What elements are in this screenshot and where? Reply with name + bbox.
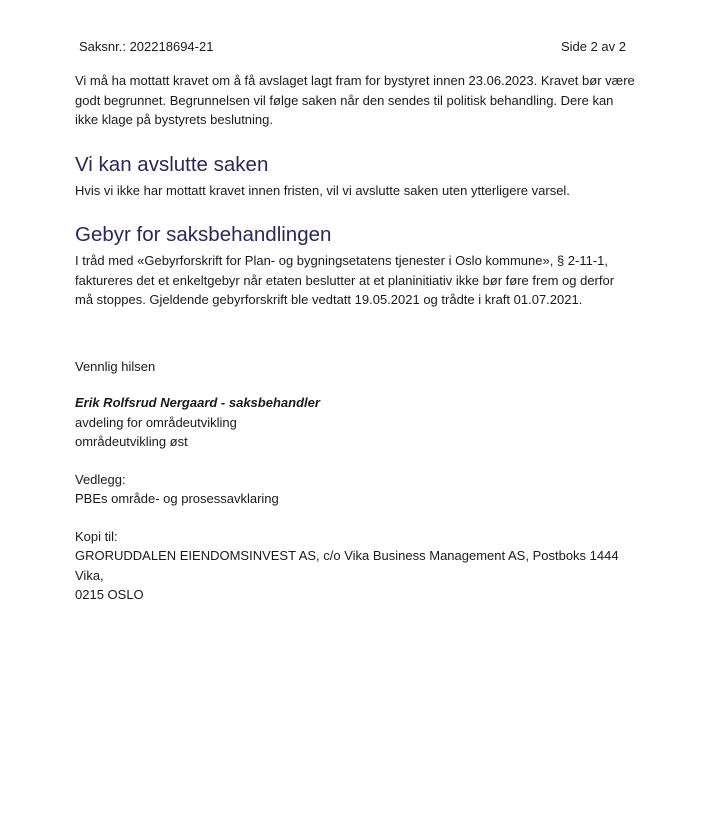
attachment-item: PBEs område- og prosessavklaring [75,491,279,506]
attachments-label: Vedlegg: [75,471,126,487]
signer-department: avdeling for områdeutvikling [75,414,237,430]
section-heading-close-case: Vi kan avslutte saken [75,152,269,176]
signer-name: Erik Rolfsrud Nergaard - saksbehandler [75,395,320,410]
section-heading-fee: Gebyr for saksbehandlingen [75,223,332,246]
copy-to-recipient-line1: GRORUDDALEN EIENDOMSINVEST AS, c/o Vika Business Management AS, Postboks 1444 Vika, [75,548,619,583]
intro-paragraph: Vi må ha mottatt kravet om å få avslaget lagt fram for bystyret innen 23.06.2023. Kravet bør være godt begrunnet. Begrunnelsen vil følge saken når den sendes til politisk behandling. Dere kan ikke klage på bystyrets beslutning. [75,73,635,127]
attachments-block [75,470,635,509]
signature-block [75,393,635,452]
page-number: Side 2 av 2 [560,39,626,54]
copy-to-label: Kopi til: [75,528,118,544]
letter-body [75,71,635,605]
section-body-fee: I tråd med «Gebyrforskrift for Plan- og bygningsetatens tjenester i Oslo kommune», § 2-11-1, faktureres det et enkeltgebyr når etaten beslutter at et planinitiativ ikke bør føre frem og derfor må stoppes. Gjeldende gebyrforskrift ble vedtatt 19.05.2021 og trådte i kraft 01.07.2021. [75,253,615,307]
copy-to-recipient-line2: 0215 OSLO [75,587,144,602]
signer-unit: områdeutvikling øst [75,434,188,449]
closing-greeting: Vennlig hilsen [75,358,156,374]
page-header [79,38,626,56]
section-body-close-case: Hvis vi ikke har mottatt kravet innen fristen, vil vi avslutte saken uten ytterligere varsel. [75,182,570,198]
copy-to-block [75,527,635,605]
copy-to-recipient [75,546,635,605]
case-number: Saksnr.: 202218694-21 [79,39,214,54]
